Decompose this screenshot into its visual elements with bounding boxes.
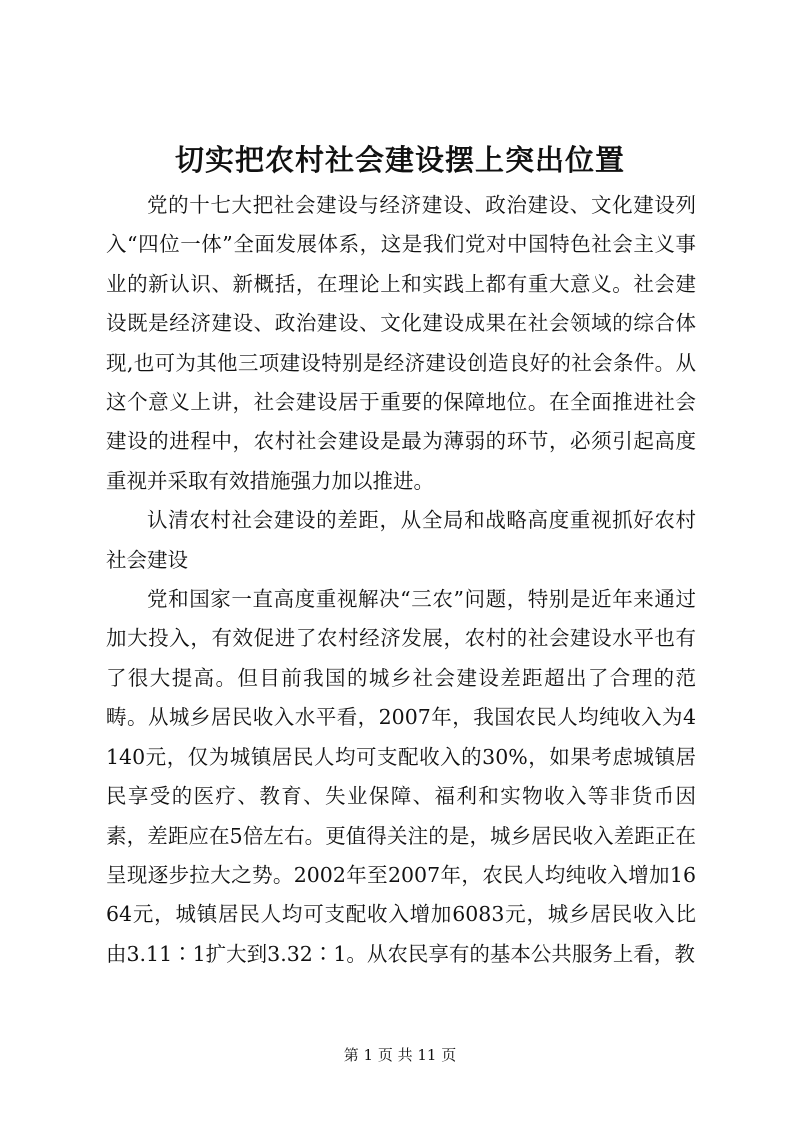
paragraph-section-heading: 认清农村社会建设的差距，从全局和战略高度重视抓好农村社会建设 <box>106 508 696 572</box>
paragraph-income-gap: 党和国家一直高度重视解决“三农”问题，特别是近年来通过加大投入，有效促进了农村经济发展，农村的社会建设水平也有了很大提高。但目前我国的城乡社会建设差距超出了合理的范畴。从城乡居民收入水平看，2007年，我国农民人均纯收入为4140元，仅为城镇居民人均可支配收入的30%，如果考虑城镇居民享受的医疗、教育、失业保障、福利和实物收入等非货币因素，差距应在5倍左右。更值得关注的是，城乡居民收入差距正在呈现逐步拉大之势。2002年至2007年，农民人均纯收入增加1664元，城镇居民人均可支配收入增加6083元，城乡居民收入比由3.11∶1扩大到3.32∶1。从农民享有的基本公共服务上看，教 <box>106 587 696 966</box>
document-title: 切实把农村社会建设摆上突出位置 <box>174 143 625 177</box>
page-number-footer: 第 1 页 共 11 页 <box>343 1046 457 1064</box>
document-body <box>106 186 696 974</box>
paragraph-intro: 党的十七大把社会建设与经济建设、政治建设、文化建设列入“四位一体”全面发展体系，这是我们党对中国特色社会主义事业的新认识、新概括，在理论上和实践上都有重大意义。社会建设既是经济建设、政治建设、文化建设成果在社会领域的综合体现,也可为其他三项建设特别是经济建设创造良好的社会条件。从这个意义上讲，社会建设居于重要的保障地位。在全面推进社会建设的进程中，农村社会建设是最为薄弱的环节，必须引起高度重视并采取有效措施强力加以推进。 <box>106 193 696 493</box>
